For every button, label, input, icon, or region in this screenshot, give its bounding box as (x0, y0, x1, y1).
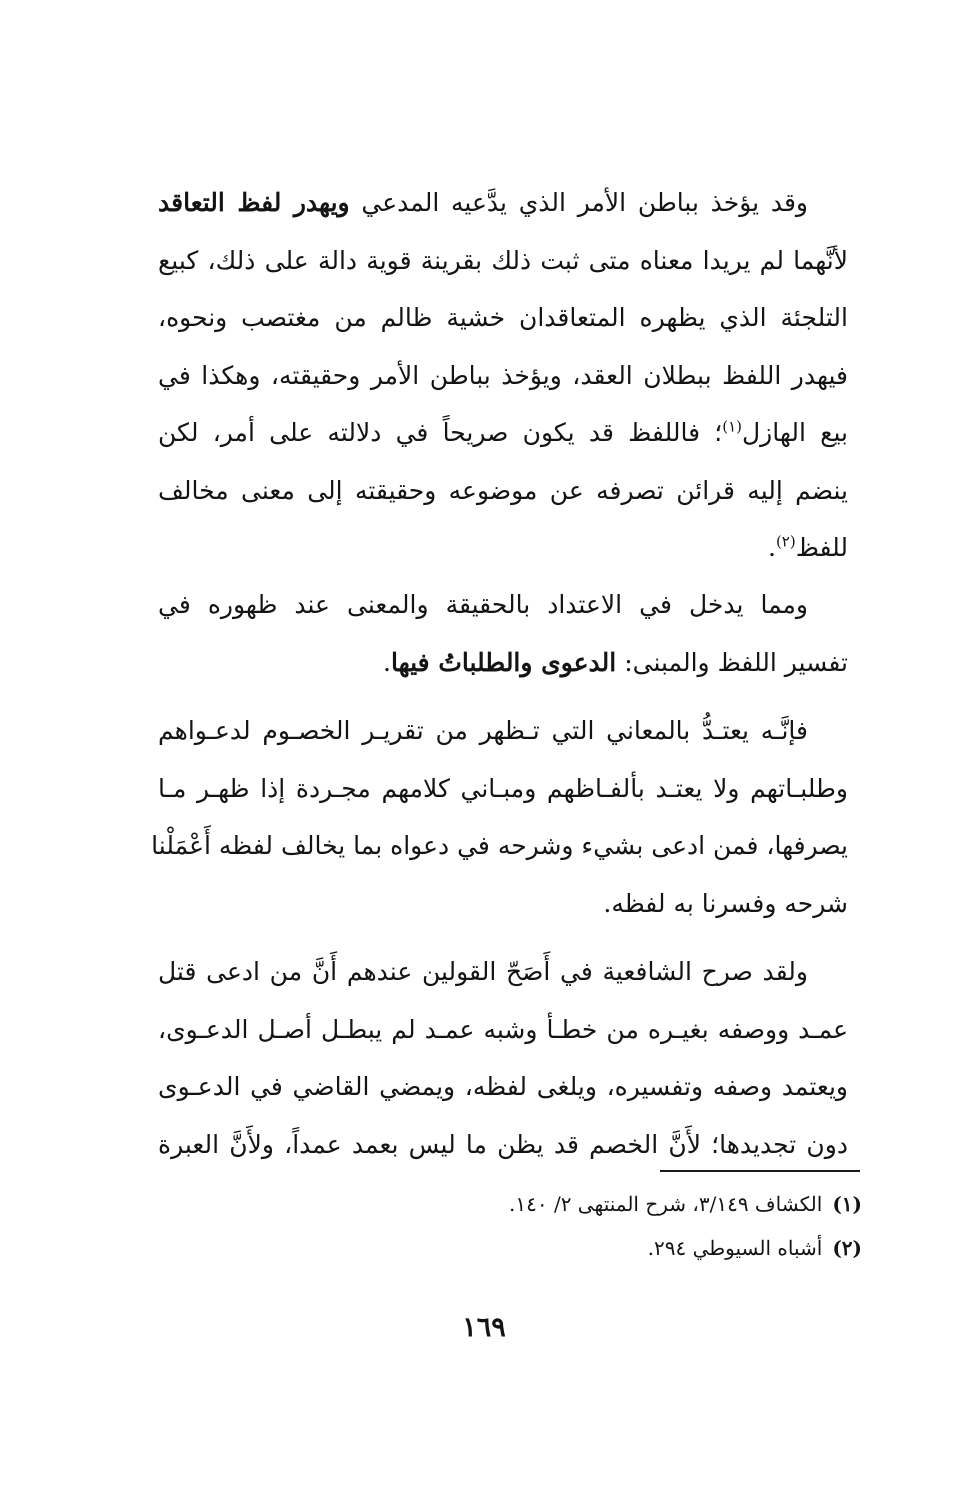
bold-phrase: ويهدر لفظ التعاقد (158, 188, 350, 217)
text-run: . (767, 533, 776, 562)
text-line (158, 519, 848, 577)
footnote-ref: (١) (722, 417, 742, 436)
text-line: وطلبـاتهم ولا يعتـد بألفـاظهم ومبـاني كلامهم مجـردة إذا ظهـر مـا (158, 773, 848, 803)
text-line: شرحه وفسرنا به لفظه. (603, 888, 848, 918)
text-line: فإنَّـه يعتـدُّ بالمعاني التي تـظهر من تقريـر الخصـوم لدعـواهم (158, 716, 808, 745)
text-line (158, 634, 848, 692)
footnote-number: (٢) (832, 1236, 862, 1260)
text-line: ومما يدخل في الاعتداد بالحقيقة والمعنى عند ظهوره في (158, 590, 808, 619)
text-line (158, 174, 848, 232)
paragraph-3 (151, 702, 848, 932)
footnote-item (400, 1226, 862, 1270)
footnote-separator (660, 1170, 860, 1172)
text-run: . (383, 647, 391, 677)
text-line: عمـد ووصفه بغيـره من خطـأ وشبه عمـد لم يبطـل أصـل الدعـوى، (158, 1014, 848, 1044)
text-line: لأنَّهما لم يريدا معناه متى ثبت ذلك بقرينة قوية دالة على ذلك، كبيع (158, 245, 848, 275)
text-run: تفسير اللفظ والمبنى: (616, 647, 848, 677)
text-line: التلجئة الذي يظهره المتعاقدان خشية ظالم من مغتصب ونحوه، (158, 303, 848, 332)
text-line: ولقد صرح الشافعية في أَصَحّ القولين عندهم أَنَّ من ادعى قتل (158, 957, 808, 986)
footnote-text: أشباه السيوطي ٢٩٤. (647, 1236, 823, 1260)
bold-phrase: الدعوى والطلباتُ فيها (391, 647, 617, 677)
footnote-text: الكشاف ٣/١٤٩، شرح المنتهى ٢/ ١٤٠. (509, 1192, 823, 1216)
paragraph-4 (158, 943, 848, 1173)
text-line: ويعتمد وصفه وتفسيره، ويلغى لفظه، ويمضي القاضي في الدعـوى (158, 1072, 848, 1101)
text-run: وقد يؤخذ بباطن الأمر الذي يدَّعيه المدعي (349, 188, 808, 217)
footnote-item (400, 1182, 862, 1226)
footnote-ref: (٢) (775, 532, 796, 551)
text-line: يصرفها، فمن ادعى بشيء وشرحه في دعواه بما يخالف لفظه أَعْمَلْنا (151, 831, 848, 860)
paragraph-2 (158, 576, 848, 691)
footnotes (400, 1182, 862, 1270)
text-line: دون تجديدها؛ لأَنَّ الخصم قد يظن ما ليس بعمد عمداً، ولأَنَّ العبرة (158, 1129, 848, 1159)
text-run: ؛ فاللفظ قد يكون صريحاً في دلالته على أمر، لكن (158, 418, 723, 447)
text-line: ينضم إليه قرائن تصرفه عن موضوعه وحقيقته إلى معنى مخالف (158, 475, 848, 505)
text-run: بيع الهازل (742, 418, 848, 447)
text-line: فيهدر اللفظ ببطلان العقد، ويؤخذ بباطن الأمر وحقيقته، وهكذا في (158, 360, 848, 390)
text-line (158, 404, 848, 462)
paragraph-1 (158, 174, 848, 577)
text-run: للفظ (795, 533, 848, 562)
page-number: ١٦٩ (462, 1312, 506, 1343)
footnote-number: (١) (832, 1192, 862, 1216)
